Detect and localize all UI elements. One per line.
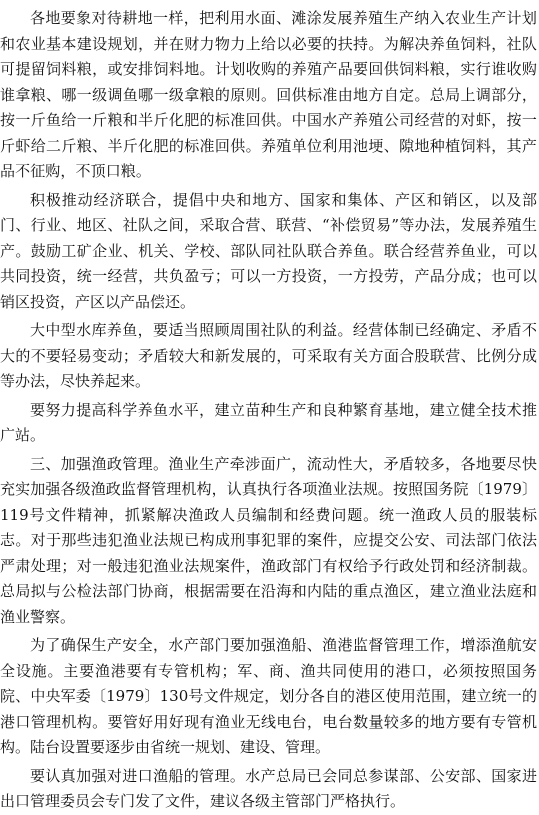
paragraph-imported-vessels: 要认真加强对进口渔船的管理。水产总局已会同总参谋部、公安部、国家进出口管理委员会专门发了文件，建议各级主管部门严格执行。	[0, 766, 537, 810]
paragraph-fishery-administration: 三、加强渔政管理。渔业生产牵涉面广，流动性大，矛盾较多，各地要尽快充实加强各级渔政监督管理机构，认真执行各项渔业法规。按照国务院〔1979〕119号文件精神，抓紧解决渔政人员编制和经费问题。统一渔政人员的服装标志。对于那些违犯渔业法规已构成刑事犯罪的案件，应提交公安、司法部门依法严肃处理；对一般违犯渔业法规案件，渔政部门有权给予行政处罚和经济制裁。总局拟与公检法部门协商，根据需要在沿海和内陆的重点渔区，建立渔业法庭和渔业警察。	[0, 454, 537, 626]
paragraph-economic-cooperation: 积极推动经济联合，提倡中央和地方、国家和集体、产区和销区，以及部门、行业、地区、社队之间，采取合营、联营、“补偿贸易”等办法，发展养殖生产。鼓励工矿企业、机关、学校、部队同社队联合养鱼。联合经营养鱼业，可以共同投资，统一经营，共负盈亏；可以一方投资，一方投劳，产品分成；也可以销区投资，产区以产品偿还。	[0, 190, 537, 311]
paragraph-aquaculture-support: 各地要象对待耕地一样，把利用水面、滩涂发展养殖生产纳入农业生产计划和农业基本建设规划，并在财力物力上给以必要的扶持。为解决养鱼饲料，社队可提留饲料粮，或安排饲料地。计划收购的养殖产品要回供饲料粮，实行谁收购谁拿粮、哪一级调鱼哪一级拿粮的原则。回供标准由地方自定。总局上调部分，按一斤鱼给一斤粮和半斤化肥的标准回供。中国水产养殖公司经营的对虾，按一斤虾给二斤粮、半斤化肥的标准回供。养殖单位利用池埂、隙地种植饲料，其产品不征购，不顶口粮。	[0, 9, 537, 180]
paragraph-reservoir-fish-farming: 大中型水库养鱼，要适当照顾周围社队的利益。经营体制已经确定、矛盾不大的不要轻易变动；矛盾较大和新发展的，可采取有关方面合股联营、比例分成等办法，尽快养起来。	[0, 321, 537, 390]
paragraph-scientific-fish-farming: 要努力提高科学养鱼水平，建立苗种生产和良种繁育基地，建立健全技术推广站。	[0, 400, 537, 444]
paragraph-production-safety: 为了确保生产安全，水产部门要加强渔船、渔港监督管理工作，增添渔航安全设施。主要渔港要有专管机构；军、商、渔共同使用的港口，必须按照国务院、中央军委〔1979〕130号文件规定，划分各自的港区使用范围，建立统一的港口管理机构。要管好用好现有渔业无线电台，电台数量较多的地方要有专管机构。陆台设置要逐步由省统一规划、建设、管理。	[0, 636, 537, 756]
